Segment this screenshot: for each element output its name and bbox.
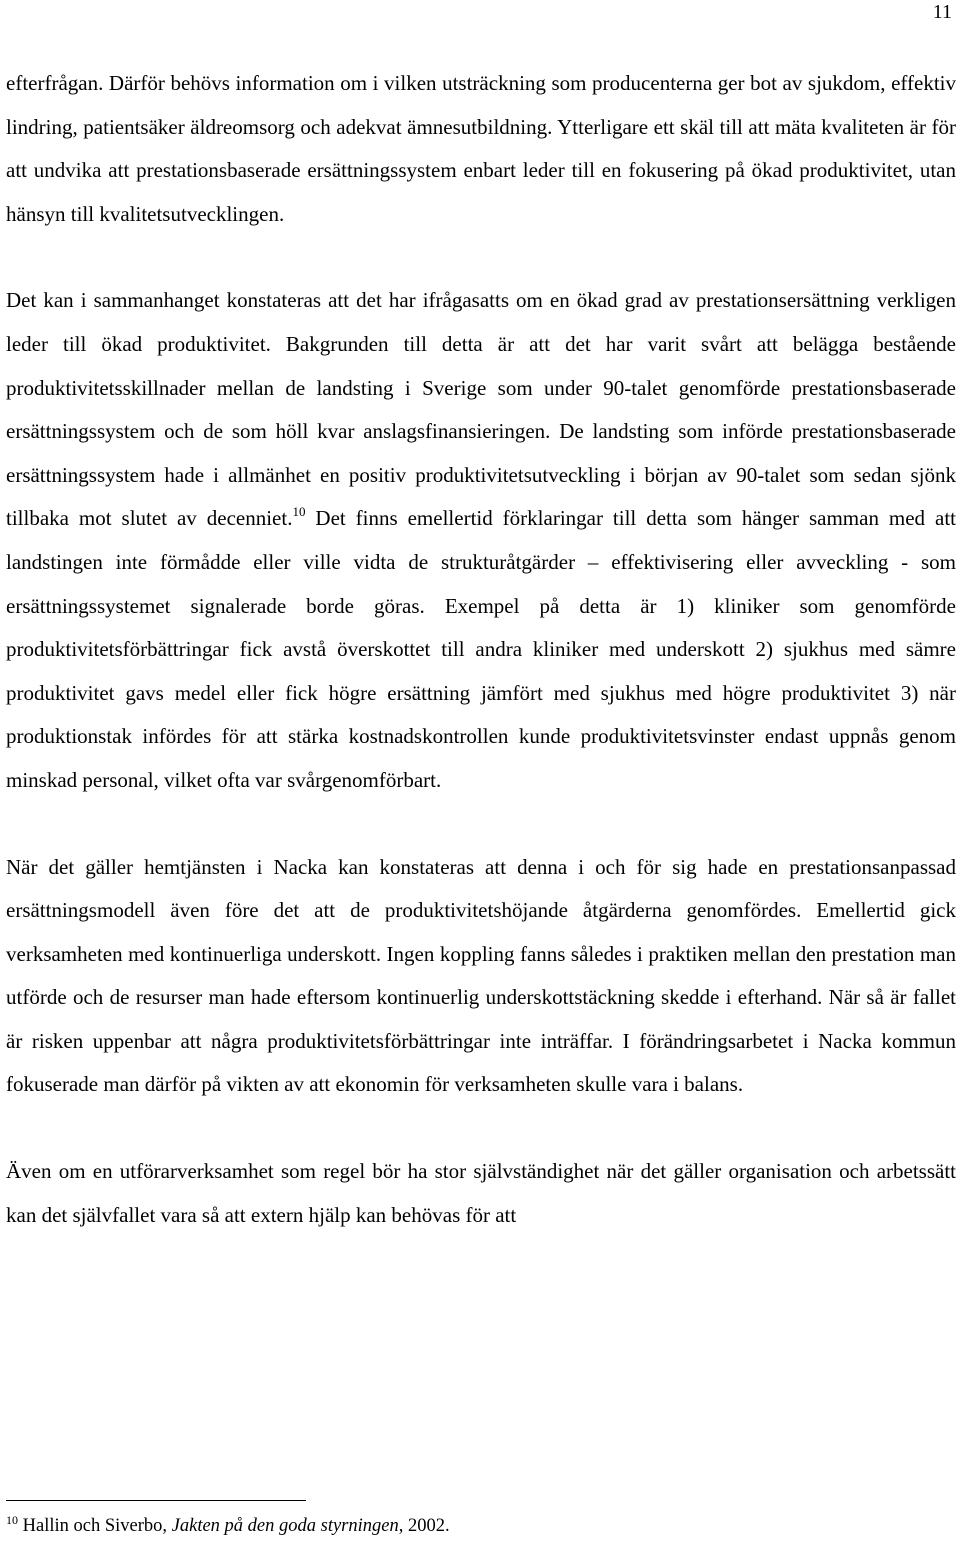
page-number: 11 bbox=[932, 1, 952, 23]
footnote-year: , 2002. bbox=[398, 1516, 450, 1536]
footnote-title: Jakten på den goda styrningen bbox=[171, 1516, 399, 1536]
paragraph-1: efterfrågan. Därför behövs information om i vilken utsträckning som producenterna ger bot av sjukdom, effektiv lindring, patientsäker äldreomsorg och adekvat ämnesutbildning. Ytterligare ett skäl till att mäta kvaliteten är för att undvika att prestationsbaserade ersättningssystem enbart leder till en fokusering på ökad produktivitet, utan hänsyn till kvalitetsutvecklingen. bbox=[6, 71, 956, 226]
footnote-authors: Hallin och Siverbo, bbox=[18, 1516, 172, 1536]
footnote-divider bbox=[6, 1500, 306, 1501]
footnote-reference[interactable]: 10 bbox=[292, 504, 306, 520]
paragraph-3: När det gäller hemtjänsten i Nacka kan konstateras att denna i och för sig hade en prestationsanpassad ersättningsmodell även före det att de produktivitetshöjande åtgärderna genomfördes. Emellertid gick verksamheten med kontinuerliga underskott. Ingen koppling fanns således i praktiken mellan den prestation man utförde och de resurser man hade eftersom kontinuerlig underskottstäckning skedde i efterhand. När så är fallet är risken uppenbar att några produktivitetsförbättringar inte inträffar. I förändringsarbetet i Nacka kommun fokuserade man därför på vikten av att ekonomin för verksamheten skulle vara i balans. bbox=[6, 854, 956, 1097]
paragraph-2-part-2: Det finns emellertid förklaringar till detta som hänger samman med att landstingen inte förmådde eller ville vidta de strukturåtgärder – effektivisering eller avveckling - som ersättningssystemet signalerade borde göras. Exempel på detta är 1) kliniker som genomförde produktivitetsförbättringar fick avstå överskottet till andra kliniker med underskott 2) sjukhus med sämre produktivitet gavs medel eller fick högre ersättning jämfört med sjukhus med högre produktivitet 3) när produktionstak infördes för att stärka kostnadskontrollen kunde produktivitetsvinster endast uppnås genom minskad personal, vilket ofta var svårgenomförbart. bbox=[6, 506, 956, 792]
paragraph-2 bbox=[6, 279, 956, 802]
footnote bbox=[6, 1514, 956, 1538]
paragraph-4: Även om en utförarverksamhet som regel bör ha stor självständighet när det gäller organisation och arbetssätt kan det självfallet vara så att extern hjälp kan behövas för att bbox=[6, 1159, 956, 1227]
document-body bbox=[6, 62, 956, 1280]
paragraph-2-part-1: Det kan i sammanhanget konstateras att det har ifrågasatts om en ökad grad av prestationsersättning verkligen leder till ökad produktivitet. Bakgrunden till detta är att det har varit svårt att belägga bestående produktivitetsskillnader mellan de landsting i Sverige som under 90-talet genomförde prestationsbaserade ersättningssystem och de som höll kvar anslagsfinansieringen. De landsting som införde prestationsbaserade ersättningssystem hade i allmänhet en positiv produktivitetsutveckling i början av 90-talet som sedan sjönk tillbaka mot slutet av decenniet. bbox=[6, 288, 956, 531]
footnote-mark: 10 bbox=[6, 1513, 18, 1527]
